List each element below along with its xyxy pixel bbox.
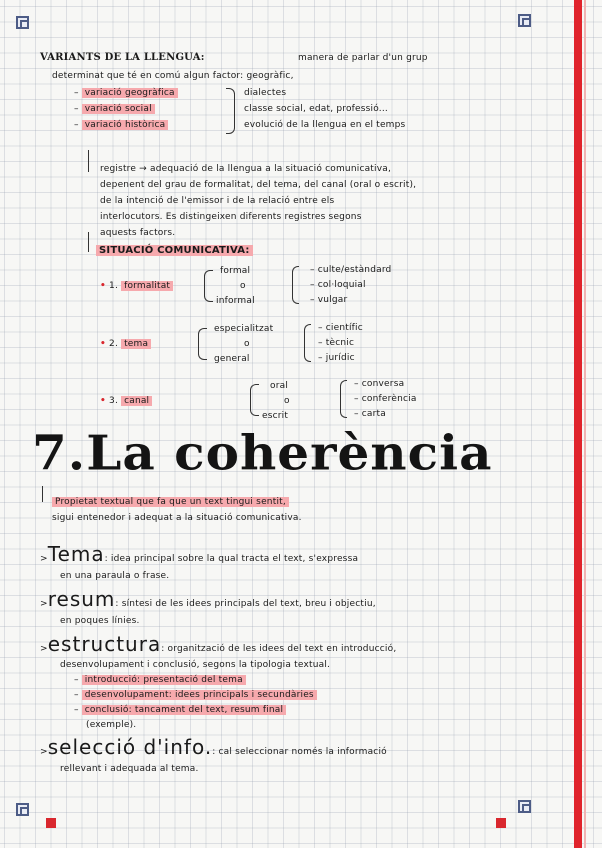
estructura-sub-tail: (exemple). [86, 720, 137, 730]
corner-mark-icon [16, 803, 29, 816]
estructura-line: >estructura: organització de les idees del text en introducció, [40, 632, 397, 656]
connector-line [42, 486, 43, 502]
estructura-sub: – desenvolupament: idees principals i secundàries [74, 689, 317, 701]
page-title: 7.La coherència [32, 425, 493, 482]
resum-line: >resum: síntesi de les idees principals del text, breu i objectiu, [40, 587, 376, 611]
situacio-mid: oral [270, 381, 289, 391]
connector-line [88, 232, 89, 252]
situacio-item-1: • 1. formalitat [100, 280, 173, 292]
brace [304, 324, 311, 362]
connector-line [88, 150, 89, 172]
corner-mark-icon [518, 14, 531, 27]
seleccio-line: rellevant i adequada al tema. [60, 764, 199, 774]
situacio-mid: o [244, 339, 250, 349]
brace [292, 266, 299, 304]
situacio-mid: o [240, 281, 246, 291]
registre-paragraph: de la intenció de l'emissor i de la relació entre els [100, 196, 335, 206]
resum-line: en poques línies. [60, 616, 140, 626]
situacio-right: – tècnic [318, 338, 355, 348]
estructura-line: desenvolupament i conclusió, segons la tipologia textual. [60, 660, 331, 670]
situacio-right: – culte/estàndard [310, 265, 392, 275]
registre-paragraph: registre → adequació de la llengua a la situació comunicativa, [100, 164, 392, 174]
brace [226, 88, 235, 134]
tema-line: en una paraula o frase. [60, 571, 170, 581]
registre-paragraph: interlocutors. Es distingeixen diferents registres segons [100, 212, 362, 222]
situacio-mid: informal [216, 296, 255, 306]
variant-note: classe social, edat, professió... [244, 104, 388, 114]
coherencia-intro: sigui entenedor i adequat a la situació comunicativa. [52, 513, 302, 523]
variants-line: determinat que té en comú algun factor: geogràfic, [52, 71, 294, 81]
situacio-item-2: • 2. tema [100, 338, 151, 350]
brace [340, 380, 347, 418]
variant-item: – variació històrica [74, 119, 168, 131]
red-square-icon [496, 818, 506, 828]
registre-paragraph: depenent del grau de formalitat, del tema, del canal (oral o escrit), [100, 180, 417, 190]
situacio-item-3: • 3. canal [100, 395, 152, 407]
red-margin-line-light [584, 0, 586, 848]
variant-item: – variació social [74, 103, 155, 115]
variant-note: evolució de la llengua en el temps [244, 120, 406, 130]
situacio-mid: escrit [262, 411, 289, 421]
red-square-icon [46, 818, 56, 828]
brace [204, 270, 213, 302]
corner-mark-icon [518, 800, 531, 813]
situacio-mid: o [284, 396, 290, 406]
situacio-mid: especialitzat [214, 324, 274, 334]
coherencia-intro: Propietat textual que fa que un text tingui sentit, [52, 496, 289, 508]
situacio-right: – conversa [354, 379, 405, 389]
variant-note: dialectes [244, 88, 287, 98]
red-margin-line [574, 0, 582, 848]
situacio-right: – col·loquial [310, 280, 366, 290]
situacio-right: – conferència [354, 394, 417, 404]
situacio-right: – vulgar [310, 295, 348, 305]
situacio-mid: general [214, 354, 250, 364]
variant-item: – variació geogràfica [74, 87, 178, 99]
variants-heading: VARIANTS DE LA LLENGUA: [40, 52, 205, 63]
situacio-right: – carta [354, 409, 386, 419]
situacio-mid: formal [220, 266, 251, 276]
brace [250, 384, 259, 416]
estructura-sub: – conclusió: tancament del text, resum final [74, 704, 286, 716]
situacio-right: – científic [318, 323, 363, 333]
brace [198, 328, 207, 360]
situacio-title: SITUACIÓ COMUNICATIVA: [96, 245, 253, 257]
situacio-right: – jurídic [318, 353, 355, 363]
estructura-sub: – introducció: presentació del tema [74, 674, 246, 686]
seleccio-line: >selecció d'info.: cal seleccionar només la informació [40, 735, 387, 759]
corner-mark-icon [16, 16, 29, 29]
variants-heading-cont: manera de parlar d'un grup [298, 53, 428, 63]
tema-line: >Tema: idea principal sobre la qual tracta el text, s'expressa [40, 542, 359, 566]
registre-paragraph: aquests factors. [100, 228, 176, 238]
